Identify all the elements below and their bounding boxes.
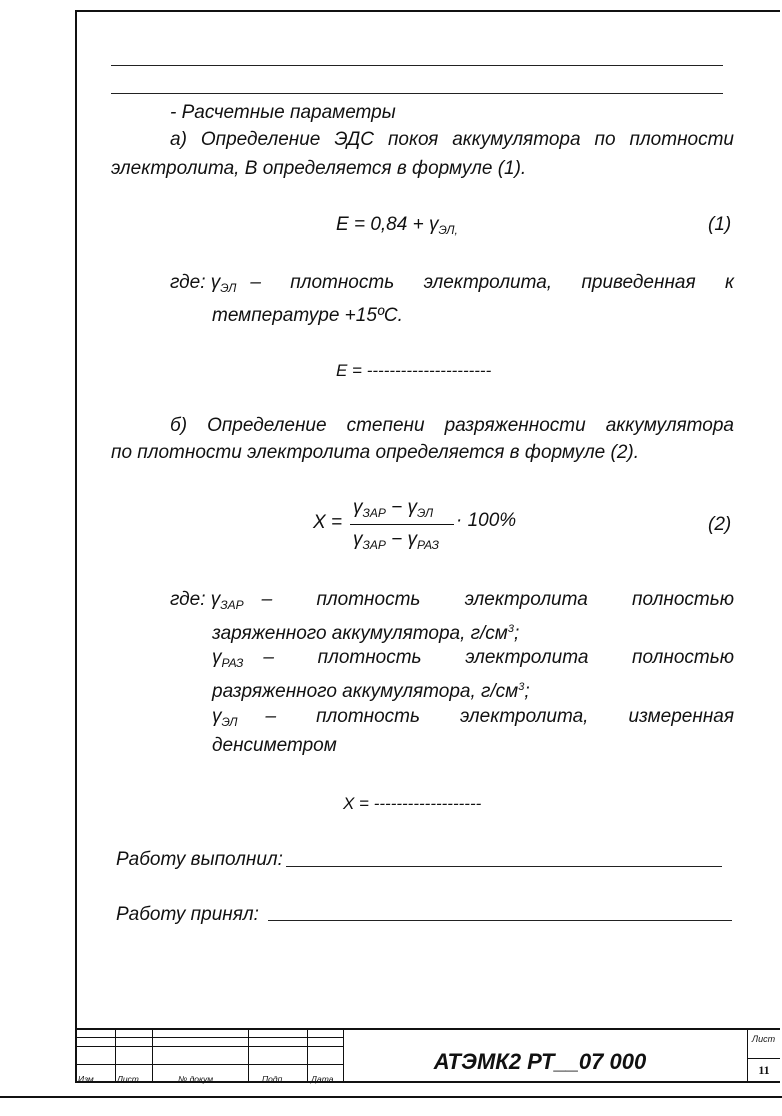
result-1-blank: E = ----------------------	[336, 361, 492, 380]
document-code: АТЭМК2 РТ__07 000	[433, 1049, 647, 1074]
result-2-blank: X = -------------------	[343, 794, 482, 813]
where-2-el-symbol: $\gamma_{ЭЛ}$	[212, 706, 238, 729]
where-1-symbol: где: $\gamma_{ЭЛ}$	[170, 272, 237, 295]
work-accepted-label: Работу принял:	[116, 904, 259, 925]
where-2-el	[212, 704, 734, 735]
where-2-raz-symbol: $\gamma_{РАЗ}$	[212, 647, 244, 670]
title-block-list: Лист	[117, 1074, 139, 1084]
work-done-line	[286, 866, 722, 867]
where-2-raz-line2: разряженного аккумулятора, $г/см^3$;	[212, 681, 530, 702]
title-block-izm: Изм.	[78, 1074, 97, 1084]
where-2-zar	[170, 587, 734, 618]
where-2-el-line2: денсиметром	[212, 735, 337, 756]
formula-1-number: (1)	[708, 214, 732, 235]
formula-1-expression: E = 0,84 + γ	[336, 214, 439, 235]
fraction-bar	[350, 524, 454, 525]
ruled-line-1	[111, 65, 723, 66]
where-2-zar-symbol: где: $\gamma_{ЗАР}$	[170, 589, 244, 612]
work-done-label: Работу выполнил:	[116, 849, 283, 870]
formula-2-lhs: X =	[313, 512, 343, 533]
where-2-zar-desc: – плотность электролита полностью	[261, 589, 734, 610]
formula-1	[336, 212, 458, 243]
formula-2-number: (2)	[708, 514, 732, 535]
title-block-date: Дата	[311, 1074, 334, 1084]
where-2-zar-line2: заряженного аккумулятора, $г/см^3$;	[212, 623, 520, 644]
where-1-line2: температуре +15ºС.	[212, 305, 403, 326]
item-b-line1: б) Определение степени разряженности аккумулятора	[170, 415, 734, 436]
sheet-number: 11	[758, 1063, 770, 1077]
where-2-el-desc: – плотность электролита, измеренная	[265, 706, 734, 727]
item-a-line1: а) Определение ЭДС покоя аккумулятора по плотности	[170, 129, 734, 150]
item-b-line2: по плотности электролита определяется в формуле (2).	[111, 442, 640, 463]
ruled-line-2	[111, 93, 723, 94]
where-1-desc: – плотность электролита, приведенная к	[250, 272, 734, 293]
formula-1-subscript: ЭЛ,	[438, 223, 458, 237]
where-2-raz-desc: – плотность электролита полностью	[263, 647, 734, 668]
formula-2-numerator: $\gamma_{ЗАР} - \gamma_{ЭЛ}$	[353, 497, 434, 520]
where-1-line1	[170, 270, 734, 301]
title-block-sign: Подп.	[262, 1074, 285, 1084]
work-accepted-line	[268, 920, 732, 921]
item-a-line2: электролита, В определяется в формуле (1).	[111, 158, 527, 179]
formula-2-denominator: $\gamma_{ЗАР} - \gamma_{РАЗ}$	[353, 529, 439, 552]
sheet-label: Лист	[751, 1034, 776, 1044]
title-block-doc-no: № докум.	[178, 1074, 216, 1084]
section-heading: - Расчетные параметры	[170, 102, 396, 123]
bottom-edge-rule	[0, 1096, 782, 1098]
formula-2-multiplier: · 100%	[456, 510, 517, 531]
where-2-raz	[212, 645, 734, 676]
